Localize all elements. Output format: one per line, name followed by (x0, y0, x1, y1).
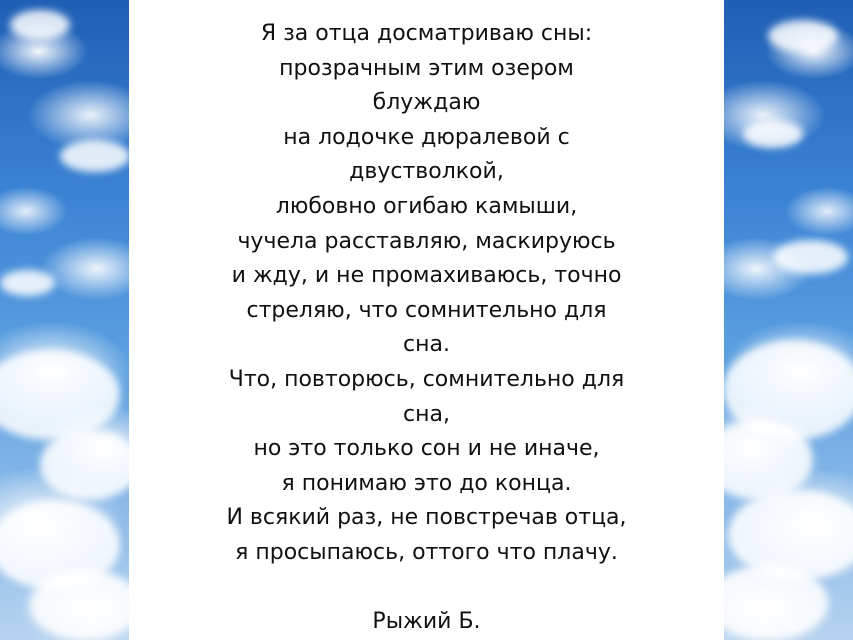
poem-line: Что, повторюсь, сомнительно для (228, 366, 625, 392)
poem-text (129, 17, 724, 640)
sky-background-left (0, 0, 129, 640)
poem-line: я понимаю это до конца. (281, 470, 572, 496)
poem-line: и жду, и не промахиваюсь, точно (231, 263, 622, 289)
poem-line: чучела расставляю, маскируюсь (237, 228, 616, 254)
poem-line: но это только сон и не иначе, (253, 436, 600, 462)
sky-background-right (724, 0, 853, 640)
poem-line: стреляю, что сомнительно для (246, 297, 607, 323)
poem-line: прозрачным этим озером (279, 55, 574, 81)
poem-panel (129, 0, 724, 640)
poem-line: я просыпаюсь, оттого что плачу. (235, 539, 618, 565)
stanza-gap (129, 571, 724, 606)
poem-author: Рыжий Б. (372, 609, 481, 635)
poem-line: на лодочке дюралевой с (283, 124, 570, 150)
poem-line: И всякий раз, не повстречав отца, (226, 505, 627, 531)
poem-line: сна, (403, 401, 450, 427)
poem-line: блуждаю (372, 90, 481, 116)
poem-line: двустволкой, (349, 159, 504, 185)
poem-line: Я за отца досматриваю сны: (260, 21, 593, 46)
poem-line: сна. (403, 332, 450, 358)
poem-line: любовно огибаю камыши, (275, 193, 578, 219)
